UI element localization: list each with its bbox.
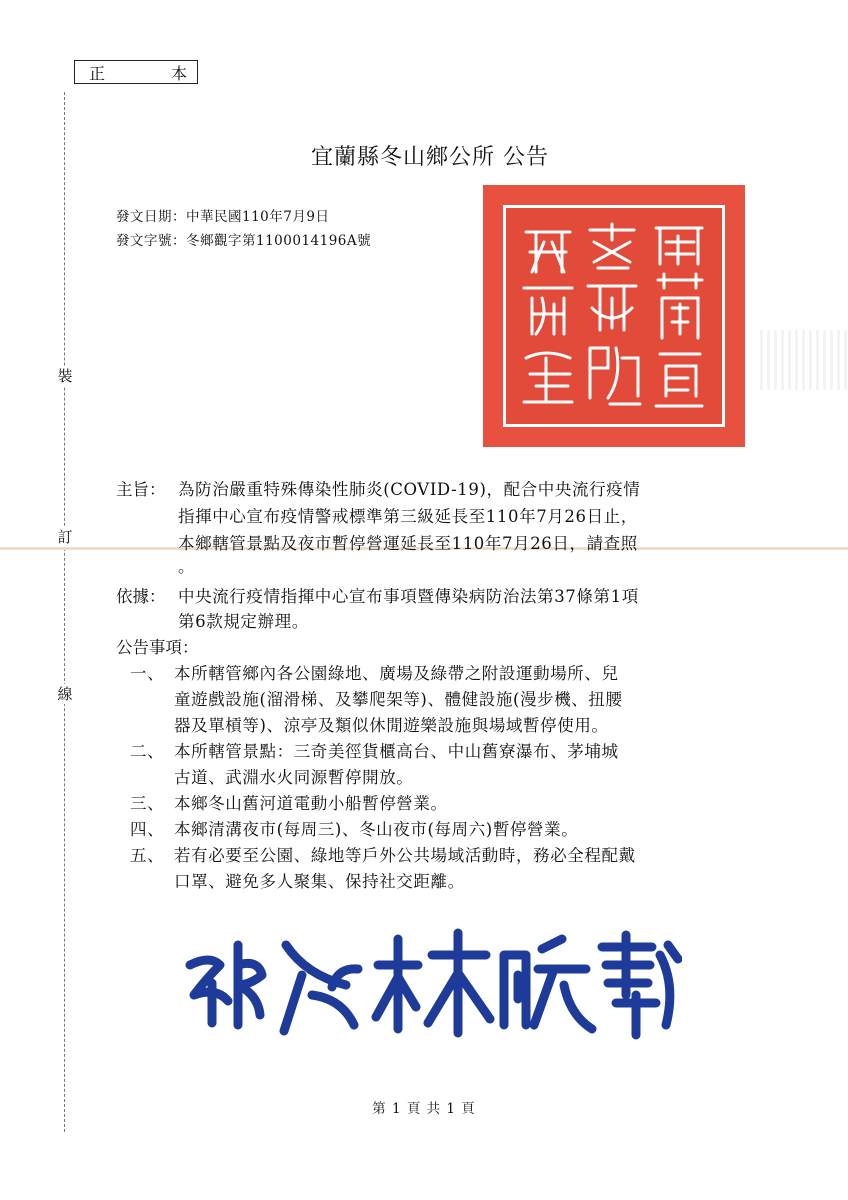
binding-char-xian: 線: [55, 684, 75, 704]
subject-label: 主旨：: [116, 480, 166, 499]
notice-item-line: 本所轄管景點：三奇美徑貨櫃高台、中山舊寮瀑布、茅埔城: [174, 742, 619, 761]
notice-item-line: 本鄉冬山舊河道電動小船暫停營業。: [174, 794, 448, 813]
issue-date-label: 發文日期：: [116, 209, 186, 225]
official-seal: [483, 185, 745, 447]
notice-item-line: 器及單槓等)、涼亭及類似休閒遊樂設施與場域暫停使用。: [174, 716, 609, 735]
basis-line: 中央流行疫情指揮中心宣布事項暨傳染病防治法第37條第1項: [178, 587, 639, 606]
notice-item-line: 本所轄管鄉內各公園綠地、廣場及綠帶之附設運動場所、兒: [174, 664, 619, 683]
scan-artifact: [760, 330, 848, 390]
seal-glyphs: [506, 208, 722, 424]
page-footer: 第 1 頁 共 1 頁: [372, 1101, 476, 1117]
seal-inner-frame: [503, 205, 725, 427]
basis-line: 第6款規定辦理。: [178, 612, 309, 631]
binding-dashed-line: [64, 92, 65, 1132]
notice-item-line: 若有必要至公園、綠地等戶外公共場域活動時，務必全程配戴: [174, 846, 636, 865]
subject-line: 本鄉轄管景點及夜市暫停營運延長至110年7月26日，請查照: [178, 534, 638, 553]
binding-char-zhuang: 裝: [55, 366, 75, 386]
notice-item-number: 四、: [130, 820, 165, 839]
notice-item-line: 本鄉清溝夜市(每周三)、冬山夜市(每周六)暫停營業。: [174, 820, 579, 839]
notice-item-line: 古道、武淵水火同源暫停開放。: [174, 768, 414, 787]
subject-line: 為防治嚴重特殊傳染性肺炎(COVID-19)，配合中央流行疫情: [178, 480, 641, 499]
notice-item-number: 五、: [130, 846, 165, 865]
notice-item-line: 童遊戲設施(溜滑梯、及攀爬架等)、體健設施(漫步機、扭腰: [174, 690, 623, 709]
notice-item-number: 一、: [130, 664, 165, 683]
copy-type-box: [74, 60, 198, 84]
reference-number: [116, 229, 371, 249]
notice-item-line: 口罩、避免多人聚集、保持社交距離。: [174, 872, 465, 891]
issue-date-value: 中華民國110年7月9日: [186, 209, 330, 225]
document-title: 宜蘭縣冬山鄉公所 公告: [311, 145, 549, 170]
notice-item-number: 二、: [130, 742, 165, 761]
subject-line: 指揮中心宣布疫情警戒標準第三級延長至110年7月26日止，: [178, 507, 638, 526]
notice-item-number: 三、: [130, 794, 165, 813]
reference-label: 發文字號：: [116, 233, 186, 249]
issue-date: [116, 205, 329, 225]
reference-value: 冬鄉觀字第1100014196A號: [186, 233, 372, 249]
notice-label: 公告事項：: [116, 638, 199, 657]
copy-type-right: 本: [170, 63, 187, 83]
binding-char-ding: 訂: [55, 527, 75, 547]
mayor-signature: [182, 925, 682, 1040]
copy-type-left: 正: [89, 63, 106, 83]
subject-line: 。: [178, 557, 196, 576]
basis-label: 依據：: [116, 587, 166, 606]
